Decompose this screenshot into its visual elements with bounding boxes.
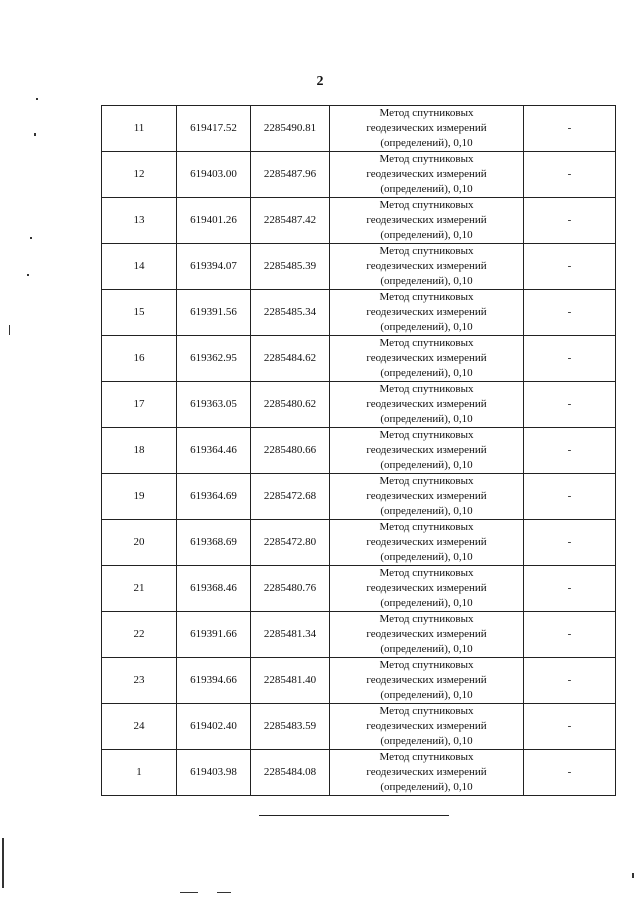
method-cell (330, 658, 524, 704)
y-coordinate-cell: 2285481.34 (251, 612, 330, 658)
method-line: (определений), 0,10 (380, 137, 473, 149)
method-line: геодезических измерений (366, 398, 487, 410)
accuracy-cell: - (524, 658, 616, 704)
point-number-cell: 11 (102, 106, 177, 152)
method-cell (330, 336, 524, 382)
method-line: Метод спутниковых (379, 383, 474, 395)
method-line: (определений), 0,10 (380, 551, 473, 563)
table-row (102, 382, 616, 428)
y-coordinate-cell: 2285472.80 (251, 520, 330, 566)
method-line: геодезических измерений (366, 168, 487, 180)
accuracy-cell: - (524, 152, 616, 198)
table-row (102, 520, 616, 566)
table-row (102, 750, 616, 796)
x-coordinate-cell: 619362.95 (177, 336, 251, 382)
y-coordinate-cell: 2285485.34 (251, 290, 330, 336)
x-coordinate-cell: 619417.52 (177, 106, 251, 152)
y-coordinate-cell: 2285481.40 (251, 658, 330, 704)
x-coordinate-cell: 619368.69 (177, 520, 251, 566)
method-line: геодезических измерений (366, 536, 487, 548)
y-coordinate-cell: 2285480.66 (251, 428, 330, 474)
x-coordinate-cell: 619394.66 (177, 658, 251, 704)
method-line: (определений), 0,10 (380, 229, 473, 241)
method-line: Метод спутниковых (379, 521, 474, 533)
scan-mark (30, 237, 32, 239)
accuracy-cell: - (524, 428, 616, 474)
table-row (102, 198, 616, 244)
accuracy-cell: - (524, 612, 616, 658)
table-row (102, 290, 616, 336)
table-row (102, 704, 616, 750)
point-number-cell: 14 (102, 244, 177, 290)
table-row (102, 106, 616, 152)
method-line: геодезических измерений (366, 352, 487, 364)
y-coordinate-cell: 2285487.96 (251, 152, 330, 198)
point-number-cell: 23 (102, 658, 177, 704)
method-line: (определений), 0,10 (380, 505, 473, 517)
method-cell (330, 382, 524, 428)
y-coordinate-cell: 2285484.62 (251, 336, 330, 382)
method-line: геодезических измерений (366, 444, 487, 456)
method-line: геодезических измерений (366, 214, 487, 226)
scan-mark (9, 325, 10, 335)
coordinates-table (101, 105, 616, 796)
method-line: (определений), 0,10 (380, 367, 473, 379)
accuracy-cell: - (524, 290, 616, 336)
x-coordinate-cell: 619403.98 (177, 750, 251, 796)
method-line: Метод спутниковых (379, 429, 474, 441)
y-coordinate-cell: 2285487.42 (251, 198, 330, 244)
accuracy-cell: - (524, 704, 616, 750)
method-line: (определений), 0,10 (380, 643, 473, 655)
method-line: геодезических измерений (366, 628, 487, 640)
method-cell (330, 198, 524, 244)
y-coordinate-cell: 2285490.81 (251, 106, 330, 152)
table-row (102, 612, 616, 658)
page-number: 2 (316, 74, 324, 89)
y-coordinate-cell: 2285485.39 (251, 244, 330, 290)
x-coordinate-cell: 619364.46 (177, 428, 251, 474)
x-coordinate-cell: 619364.69 (177, 474, 251, 520)
method-cell (330, 428, 524, 474)
x-coordinate-cell: 619403.00 (177, 152, 251, 198)
closing-rule (259, 815, 449, 816)
method-cell (330, 244, 524, 290)
point-number-cell: 22 (102, 612, 177, 658)
point-number-cell: 24 (102, 704, 177, 750)
point-number-cell: 12 (102, 152, 177, 198)
point-number-cell: 15 (102, 290, 177, 336)
accuracy-cell: - (524, 382, 616, 428)
y-coordinate-cell: 2285472.68 (251, 474, 330, 520)
y-coordinate-cell: 2285480.76 (251, 566, 330, 612)
method-cell (330, 290, 524, 336)
point-number-cell: 19 (102, 474, 177, 520)
method-line: (определений), 0,10 (380, 689, 473, 701)
table-row (102, 152, 616, 198)
method-line: Метод спутниковых (379, 107, 474, 119)
method-line: (определений), 0,10 (380, 597, 473, 609)
x-coordinate-cell: 619391.66 (177, 612, 251, 658)
x-coordinate-cell: 619402.40 (177, 704, 251, 750)
x-coordinate-cell: 619401.26 (177, 198, 251, 244)
method-line: геодезических измерений (366, 766, 487, 778)
method-line: геодезических измерений (366, 582, 487, 594)
table-row (102, 566, 616, 612)
point-number-cell: 21 (102, 566, 177, 612)
y-coordinate-cell: 2285483.59 (251, 704, 330, 750)
point-number-cell: 17 (102, 382, 177, 428)
x-coordinate-cell: 619363.05 (177, 382, 251, 428)
method-line: геодезических измерений (366, 490, 487, 502)
point-number-cell: 1 (102, 750, 177, 796)
x-coordinate-cell: 619394.07 (177, 244, 251, 290)
scan-mark (180, 892, 198, 893)
accuracy-cell: - (524, 520, 616, 566)
point-number-cell: 20 (102, 520, 177, 566)
accuracy-cell: - (524, 566, 616, 612)
method-line: геодезических измерений (366, 122, 487, 134)
scan-mark (34, 133, 36, 136)
coordinates-table-body (102, 106, 616, 796)
accuracy-cell: - (524, 474, 616, 520)
method-line: геодезических измерений (366, 720, 487, 732)
table-row (102, 428, 616, 474)
point-number-cell: 18 (102, 428, 177, 474)
method-cell (330, 520, 524, 566)
method-line: Метод спутниковых (379, 199, 474, 211)
accuracy-cell: - (524, 336, 616, 382)
method-line: (определений), 0,10 (380, 735, 473, 747)
table-row (102, 244, 616, 290)
accuracy-cell: - (524, 750, 616, 796)
y-coordinate-cell: 2285484.08 (251, 750, 330, 796)
method-line: геодезических измерений (366, 674, 487, 686)
scan-mark (217, 892, 231, 893)
x-coordinate-cell: 619391.56 (177, 290, 251, 336)
method-line: Метод спутниковых (379, 751, 474, 763)
scan-edge (2, 838, 4, 888)
method-cell (330, 704, 524, 750)
method-cell (330, 106, 524, 152)
accuracy-cell: - (524, 244, 616, 290)
y-coordinate-cell: 2285480.62 (251, 382, 330, 428)
method-line: (определений), 0,10 (380, 183, 473, 195)
method-line: Метод спутниковых (379, 613, 474, 625)
accuracy-cell: - (524, 106, 616, 152)
method-cell (330, 152, 524, 198)
x-coordinate-cell: 619368.46 (177, 566, 251, 612)
table-row (102, 474, 616, 520)
method-line: Метод спутниковых (379, 337, 474, 349)
scan-mark (27, 274, 29, 276)
method-line: Метод спутниковых (379, 475, 474, 487)
scan-mark (632, 873, 634, 878)
method-line: (определений), 0,10 (380, 321, 473, 333)
method-line: геодезических измерений (366, 306, 487, 318)
method-cell (330, 750, 524, 796)
point-number-cell: 13 (102, 198, 177, 244)
method-line: (определений), 0,10 (380, 413, 473, 425)
method-cell (330, 474, 524, 520)
method-line: (определений), 0,10 (380, 275, 473, 287)
method-line: Метод спутниковых (379, 567, 474, 579)
method-line: Метод спутниковых (379, 291, 474, 303)
method-line: Метод спутниковых (379, 153, 474, 165)
point-number-cell: 16 (102, 336, 177, 382)
table-row (102, 658, 616, 704)
method-line: (определений), 0,10 (380, 781, 473, 793)
accuracy-cell: - (524, 198, 616, 244)
method-line: Метод спутниковых (379, 245, 474, 257)
scan-mark (36, 98, 38, 100)
method-line: Метод спутниковых (379, 705, 474, 717)
table-row (102, 336, 616, 382)
method-line: (определений), 0,10 (380, 459, 473, 471)
method-cell (330, 612, 524, 658)
method-line: Метод спутниковых (379, 659, 474, 671)
method-cell (330, 566, 524, 612)
method-line: геодезических измерений (366, 260, 487, 272)
